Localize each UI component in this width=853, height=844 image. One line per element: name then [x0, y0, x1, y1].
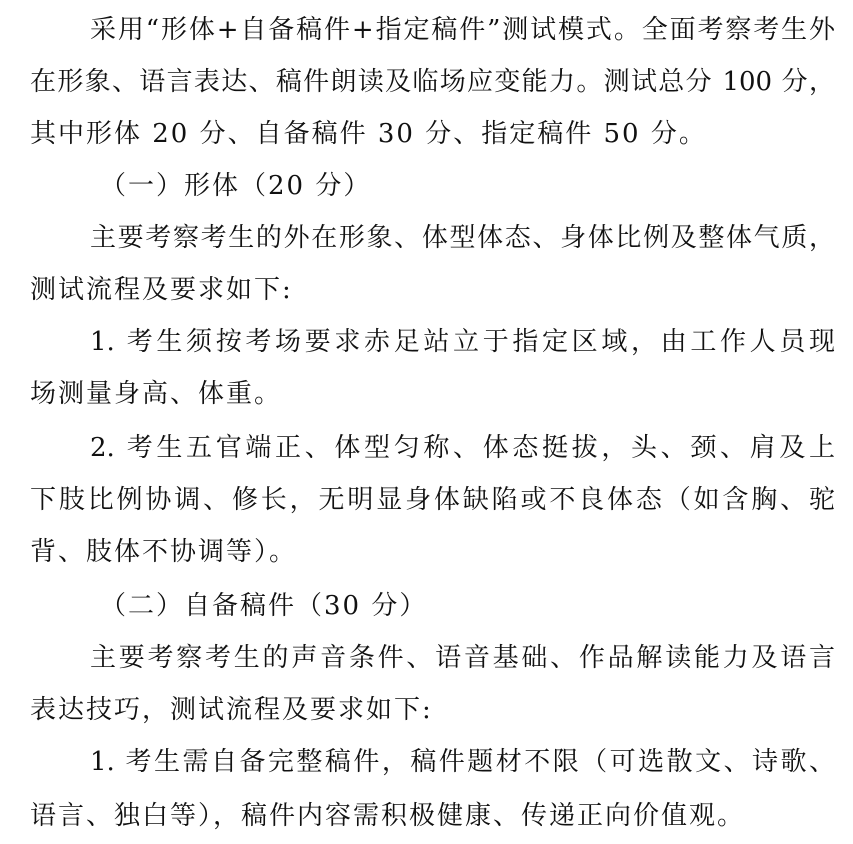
section1-item2-line-3: 背、肢体不协调等）。	[30, 537, 298, 567]
section-heading-form: （一）形体（20 分）	[100, 171, 372, 201]
section1-desc-line-2: 测试流程及要求如下:	[30, 275, 293, 305]
section1-item2-line-1: 2. 考生五官端正、体型匀称、体态挺拔，头、颈、肩及上	[90, 433, 835, 463]
section2-item1-line-1: 1. 考生需自备完整稿件，稿件题材不限（可选散文、诗歌、	[90, 747, 835, 777]
section1-desc-line-1: 主要考察考生的外在形象、体型体态、身体比例及整体气质，	[90, 223, 835, 253]
section2-desc-line-1: 主要考察考生的声音条件、语音基础、作品解读能力及语言	[90, 643, 835, 673]
intro-line-3: 其中形体 20 分、自备稿件 30 分、指定稿件 50 分。	[30, 119, 707, 149]
section2-desc-line-2: 表达技巧，测试流程及要求如下:	[30, 695, 433, 725]
section1-item1-line-1: 1. 考生须按考场要求赤足站立于指定区域，由工作人员现	[90, 327, 835, 357]
section2-item1-line-2: 语言、独白等），稿件内容需积极健康、传递正向价值观。	[30, 801, 746, 831]
intro-line-1: 采用“形体+自备稿件+指定稿件”测试模式。全面考察考生外	[90, 15, 835, 45]
section-heading-own-script: （二）自备稿件（30 分）	[100, 591, 428, 621]
section1-item2-line-2: 下肢比例协调、修长，无明显身体缺陷或不良体态（如含胸、驼	[30, 485, 835, 515]
intro-line-2: 在形象、语言表达、稿件朗读及临场应变能力。测试总分 100 分，	[30, 67, 835, 97]
section1-item1-line-2: 场测量身高、体重。	[30, 379, 283, 409]
